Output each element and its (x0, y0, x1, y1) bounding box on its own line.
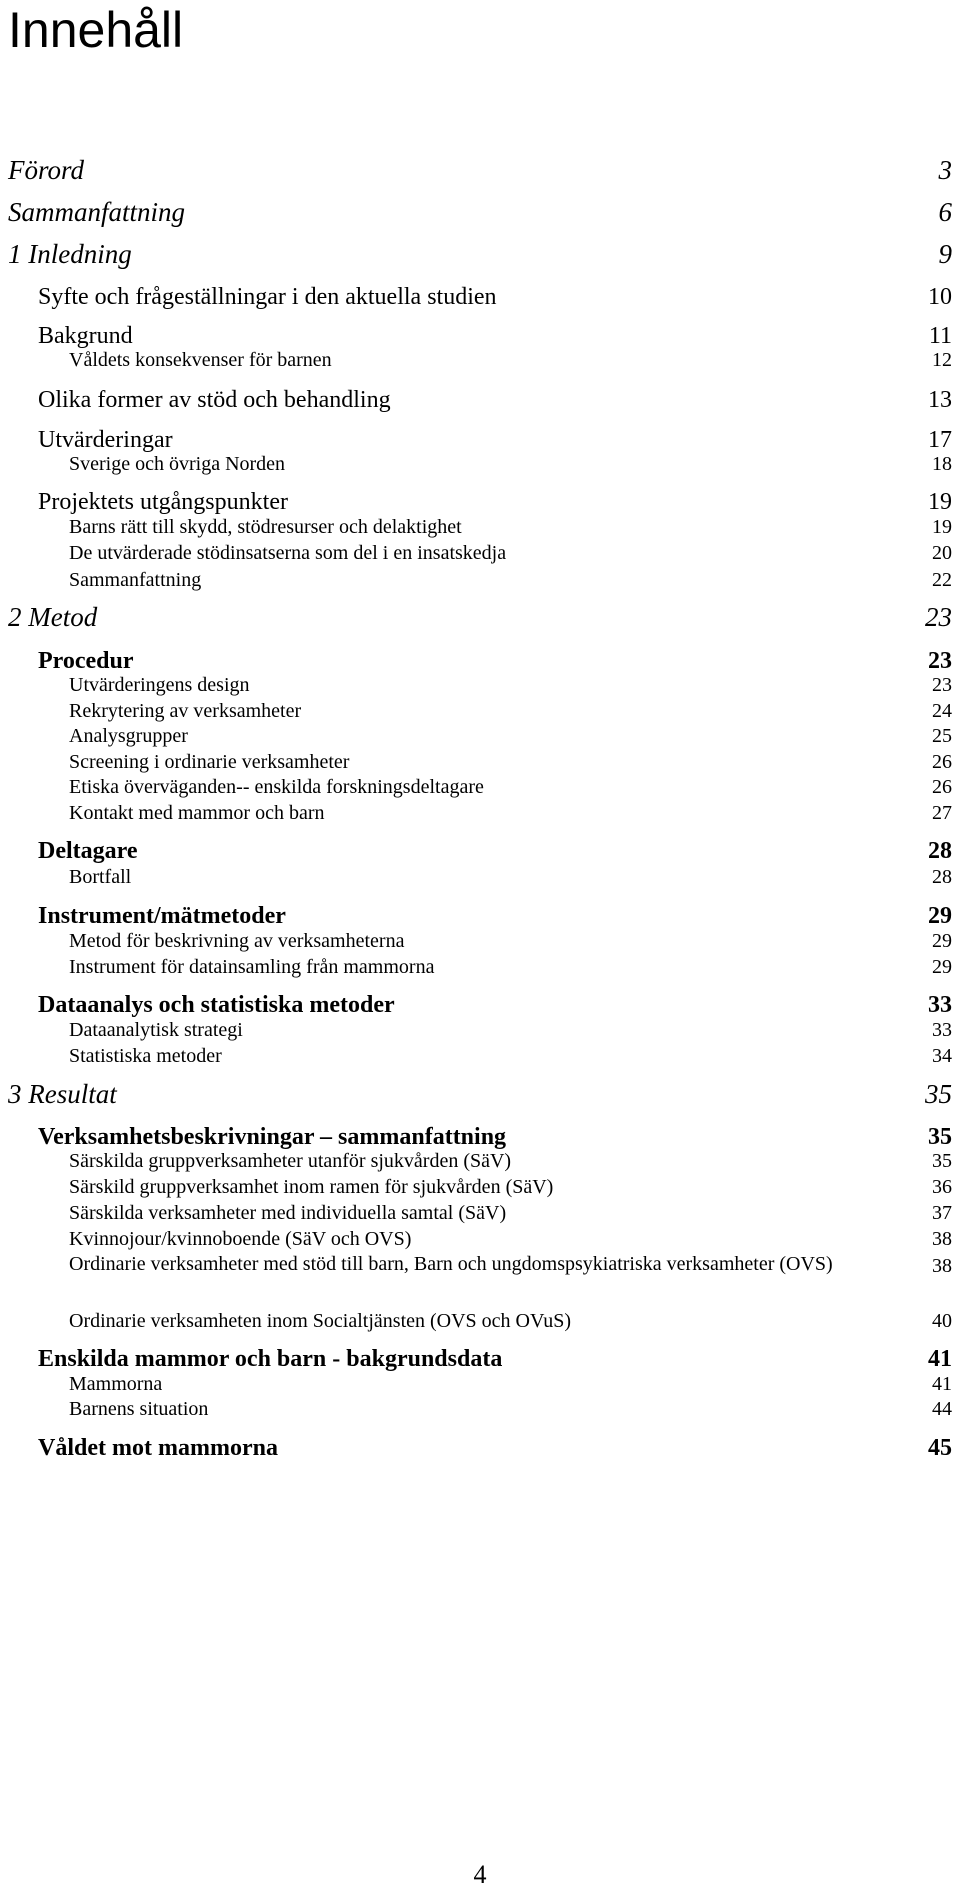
toc-entry-subsection[interactable] (69, 723, 952, 749)
toc-entry-page: 25 (932, 725, 952, 747)
page-number: 4 (473, 1860, 487, 1889)
toc-entry-title: Sverige och övriga Norden (69, 453, 286, 475)
toc-entry-section[interactable] (38, 837, 952, 865)
toc-entry-title: Barnens situation (69, 1398, 209, 1420)
toc-entry-page: 18 (932, 453, 952, 475)
toc-entry-title: Olika former av stöd och behandling (38, 387, 391, 413)
toc-entry-title: Våldet mot mammorna (38, 1435, 278, 1461)
toc-entry-page: 33 (932, 1019, 952, 1041)
toc-entry-section[interactable] (38, 1434, 952, 1462)
toc-entry-page: 9 (938, 239, 952, 269)
toc-entry-title: Våldets konsekvenser för barnen (69, 349, 332, 371)
toc-entry-chapter[interactable] (8, 601, 952, 633)
toc-entry-subsection[interactable] (69, 347, 952, 373)
toc-entry-title: Bortfall (69, 866, 132, 888)
toc-entry-title: Bakgrund (38, 323, 133, 349)
toc-entry-subsection[interactable] (69, 1249, 952, 1279)
toc-entry-title: Syfte och frågeställningar i den aktuella studien (38, 284, 497, 310)
toc-entry-subsection[interactable] (69, 1396, 952, 1422)
page-title: Innehåll (8, 2, 184, 58)
toc-entry-page: 24 (932, 700, 952, 722)
toc-entry-page: 13 (928, 387, 952, 413)
toc-entry-subsection[interactable] (69, 1200, 952, 1226)
toc-entry-title: Särskilda verksamheter med individuella samtal (SäV) (69, 1202, 507, 1224)
toc-entry-chapter[interactable] (8, 1078, 952, 1110)
toc-entry-title: Kvinnojour/kvinnoboende (SäV och OVS) (69, 1228, 412, 1250)
toc-entry-page: 19 (932, 516, 952, 538)
toc-entry-title: Projektets utgångspunkter (38, 489, 288, 515)
toc-entry-page: 22 (932, 569, 952, 591)
toc-entry-subsection[interactable] (69, 698, 952, 724)
toc-entry-page: 29 (928, 903, 952, 929)
toc-entry-title: Ordinarie verksamheten inom Socialtjänsten (OVS och OVuS) (69, 1310, 572, 1332)
toc-entry-chapter[interactable] (8, 238, 952, 270)
toc-entry-title: De utvärderade stödinsatserna som del i en insatskedja (69, 542, 507, 564)
toc-entry-title: 1 Inledning (8, 239, 132, 269)
toc-entry-page: 35 (925, 1079, 952, 1109)
toc-entry-chapter[interactable] (8, 154, 952, 186)
toc-entry-subsection[interactable] (69, 954, 952, 980)
toc-entry-page: 29 (932, 930, 952, 952)
toc-entry-page: 38 (932, 1228, 952, 1250)
toc-entry-section[interactable] (38, 322, 952, 350)
toc-entry-page: 40 (932, 1310, 952, 1332)
toc-entry-page: 23 (928, 648, 952, 674)
toc-entry-page: 29 (932, 956, 952, 978)
toc-entry-title: Procedur (38, 648, 134, 674)
toc-entry-page: 6 (938, 197, 952, 227)
toc-entry-page: 45 (928, 1435, 952, 1461)
toc-entry-section[interactable] (38, 1123, 952, 1151)
toc-entry-title: Deltagare (38, 838, 138, 864)
toc-entry-title: Etiska överväganden-- enskilda forskningsdeltagare (69, 776, 484, 798)
toc-entry-subsection[interactable] (69, 864, 952, 890)
toc-entry-page: 12 (932, 349, 952, 371)
toc-entry-subsection[interactable] (69, 1148, 952, 1174)
toc-entry-title: Instrument/mätmetoder (38, 903, 286, 929)
toc-entry-section[interactable] (38, 488, 952, 516)
toc-entry-page: 3 (938, 155, 952, 185)
toc-entry-section[interactable] (38, 902, 952, 930)
toc-entry-title: Enskilda mammor och barn - bakgrundsdata (38, 1346, 503, 1372)
toc-entry-page: 34 (932, 1045, 952, 1067)
toc-entry-title: Kontakt med mammor och barn (69, 802, 325, 824)
toc-entry-chapter[interactable] (8, 196, 952, 228)
toc-entry-title: Screening i ordinarie verksamheter (69, 751, 350, 773)
toc-entry-subsection[interactable] (69, 451, 952, 477)
toc-entry-title: Dataanalys och statistiska metoder (38, 992, 395, 1018)
toc-entry-subsection[interactable] (69, 1308, 952, 1334)
toc-entry-subsection[interactable] (69, 1371, 952, 1397)
toc-entry-title: Mammorna (69, 1373, 163, 1395)
toc-entry-page: 19 (928, 489, 952, 515)
toc-entry-page: 28 (928, 838, 952, 864)
toc-entry-page: 38 (932, 1255, 952, 1277)
toc-entry-title: Särskild gruppverksamhet inom ramen för sjukvården (SäV) (69, 1176, 554, 1198)
toc-entry-title: Barns rätt till skydd, stödresurser och delaktighet (69, 516, 462, 538)
toc-entry-title: Statistiska metoder (69, 1045, 222, 1067)
toc-entry-page: 27 (932, 802, 952, 824)
toc-entry-title: Instrument för datainsamling från mammorna (69, 956, 435, 978)
toc-entry-subsection[interactable] (69, 567, 952, 593)
toc-entry-subsection[interactable] (69, 749, 952, 775)
toc-entry-title: Ordinarie verksamheter med stöd till barn, Barn och ungdomspsykiatriska verksamheter (OVS) (69, 1253, 833, 1275)
toc-entry-title: Rekrytering av verksamheter (69, 700, 302, 722)
toc-entry-subsection[interactable] (69, 1017, 952, 1043)
toc-entry-section[interactable] (38, 283, 952, 311)
toc-entry-title: Analysgrupper (69, 725, 188, 747)
toc-entry-page: 20 (932, 542, 952, 564)
toc-entry-page: 23 (925, 602, 952, 632)
toc-entry-title: 3 Resultat (8, 1079, 117, 1109)
toc-entry-subsection[interactable] (69, 1043, 952, 1069)
toc-entry-title: Utvärderingar (38, 427, 173, 453)
toc-entry-title: Sammanfattning (69, 569, 202, 591)
toc-entry-title: Utvärderingens design (69, 674, 250, 696)
toc-entry-title: Förord (8, 155, 85, 185)
toc-entry-page: 28 (932, 866, 952, 888)
toc-entry-section[interactable] (38, 991, 952, 1019)
toc-entry-page: 41 (932, 1373, 952, 1395)
toc-entry-title: Särskilda gruppverksamheter utanför sjukvården (SäV) (69, 1150, 512, 1172)
toc-entry-page: 33 (928, 992, 952, 1018)
toc-entry-section[interactable] (38, 1345, 952, 1373)
toc-entry-section[interactable] (38, 386, 952, 414)
toc-entry-page: 35 (928, 1124, 952, 1150)
toc-entry-page: 36 (932, 1176, 952, 1198)
toc-entry-subsection[interactable] (69, 774, 952, 800)
toc-entry-title: Verksamhetsbeskrivningar – sammanfattning (38, 1124, 507, 1150)
toc-entry-page: 17 (928, 427, 952, 453)
toc-entry-subsection[interactable] (69, 672, 952, 698)
toc-entry-page: 41 (928, 1346, 952, 1372)
toc-entry-page: 44 (932, 1398, 952, 1420)
toc-entry-subsection[interactable] (69, 1174, 952, 1200)
toc-entry-subsection[interactable] (69, 800, 952, 826)
toc-entry-page: 26 (932, 776, 952, 798)
toc-entry-title: Sammanfattning (8, 197, 186, 227)
toc-entry-page: 23 (932, 674, 952, 696)
toc-entry-section[interactable] (38, 647, 952, 675)
toc-entry-page: 10 (928, 284, 952, 310)
toc-entry-subsection[interactable] (69, 514, 952, 540)
toc-entry-title: Metod för beskrivning av verksamheterna (69, 930, 405, 952)
toc-entry-page: 35 (932, 1150, 952, 1172)
toc-entry-title: Dataanalytisk strategi (69, 1019, 243, 1041)
toc-entry-page: 11 (928, 323, 952, 349)
toc-entry-section[interactable] (38, 426, 952, 454)
toc-entry-subsection[interactable] (69, 540, 952, 566)
toc-entry-page: 26 (932, 751, 952, 773)
toc-entry-title: 2 Metod (8, 602, 98, 632)
toc-entry-subsection[interactable] (69, 928, 952, 954)
toc-entry-page: 37 (932, 1202, 952, 1224)
